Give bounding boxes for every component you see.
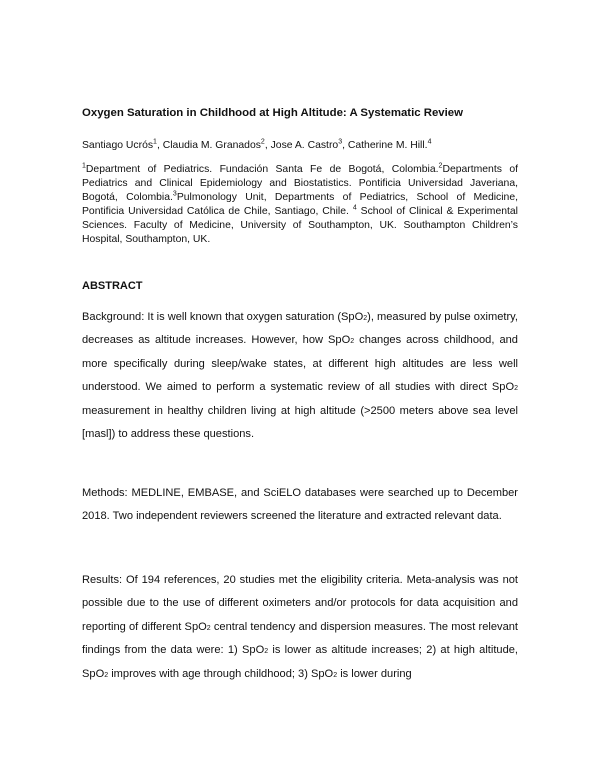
affiliation-mark: 1 bbox=[82, 162, 86, 170]
affiliation-mark: 4 bbox=[352, 204, 357, 212]
author-affiliation-mark: 4 bbox=[427, 138, 432, 146]
abstract-methods-paragraph: Methods: MEDLINE, EMBASE, and SciELO databases were searched up to December 2018. Two independent reviewers screened the literature and extracted relevant data. bbox=[82, 487, 518, 523]
text-run: central tendency and dispersion measures. The most relevant findings from the data were: 1) SpO bbox=[82, 620, 518, 657]
author-name: Jose A. Castro bbox=[270, 140, 339, 151]
author-separator: , bbox=[342, 140, 348, 151]
affiliation-mark: 2 bbox=[438, 162, 443, 170]
paper-title: Oxygen Saturation in Childhood at High Altitude: A Systematic Review bbox=[82, 107, 463, 119]
abstract-heading: ABSTRACT bbox=[82, 280, 143, 292]
abstract-results-paragraph bbox=[82, 569, 518, 686]
author-name: Santiago Ucrós bbox=[82, 140, 154, 151]
abstract-background-paragraph bbox=[82, 306, 518, 446]
author-separator: , bbox=[156, 140, 163, 151]
author-separator: , bbox=[264, 140, 271, 151]
text-run: Results: Of 194 references, 20 studies met the eligibility criteria. Meta-analysis was not possible due to the use of different oximeters and/or protocols for data acquisition and reporting of different SpO bbox=[82, 574, 518, 633]
author-name: Catherine M. Hill. bbox=[347, 140, 428, 151]
affiliation-text: Pulmonology Unit, Departments of Pediatrics, School of Medicine, Pontificia Universidad Católica de Chile, Santiago, Chile. bbox=[82, 192, 519, 218]
author-affiliation-mark: 2 bbox=[260, 138, 265, 146]
subscript: 2 bbox=[350, 338, 355, 346]
author-affiliation-mark: 1 bbox=[153, 138, 157, 146]
text-run: ), measured by pulse oximetry, decreases as altitude increases. However, how SpO bbox=[82, 311, 518, 347]
text-run: Background: It is well known that oxygen saturation (SpO bbox=[82, 311, 364, 323]
author-name: Claudia M. Granados bbox=[162, 140, 261, 151]
text-run: changes across childhood, and more specifically during sleep/wake states, at different high altitudes are less well understood. We aimed to perform a systematic review of all studies with direct SpO bbox=[82, 334, 518, 394]
subscript: 2 bbox=[264, 648, 269, 656]
author-list bbox=[82, 139, 522, 153]
affiliation-text: Department of Pediatrics. Fundación Santa Fe de Bogotá, Colombia. bbox=[85, 164, 439, 175]
author-affiliation-mark: 3 bbox=[338, 138, 343, 146]
text-run: improves with age through childhood; 3) SpO bbox=[108, 667, 334, 680]
affiliation-text: Departments of Pediatrics and Clinical Epidemiology and Biostatistics. Pontificia Universidad Javeriana, Bogotá, Colombia. bbox=[82, 164, 518, 204]
affiliation-text: School of Clinical & Experimental Sciences. Faculty of Medicine, University of Southampton, UK. Southampton Children’s Hospital, Southampton, UK. bbox=[82, 206, 518, 246]
subscript: 2 bbox=[333, 671, 338, 679]
subscript: 2 bbox=[206, 624, 211, 632]
text-run: is lower as altitude increases; 2) at high altitude, SpO bbox=[82, 644, 519, 680]
subscript: 2 bbox=[363, 315, 368, 322]
text-run: is lower during bbox=[337, 667, 412, 680]
affiliation-mark: 3 bbox=[172, 190, 177, 198]
text-run: measurement in healthy children living at high altitude (>2500 meters above sea level [masl]) to address these questions. bbox=[82, 404, 518, 441]
subscript: 2 bbox=[104, 671, 109, 679]
subscript: 2 bbox=[514, 385, 518, 393]
affiliations-block bbox=[82, 163, 518, 248]
